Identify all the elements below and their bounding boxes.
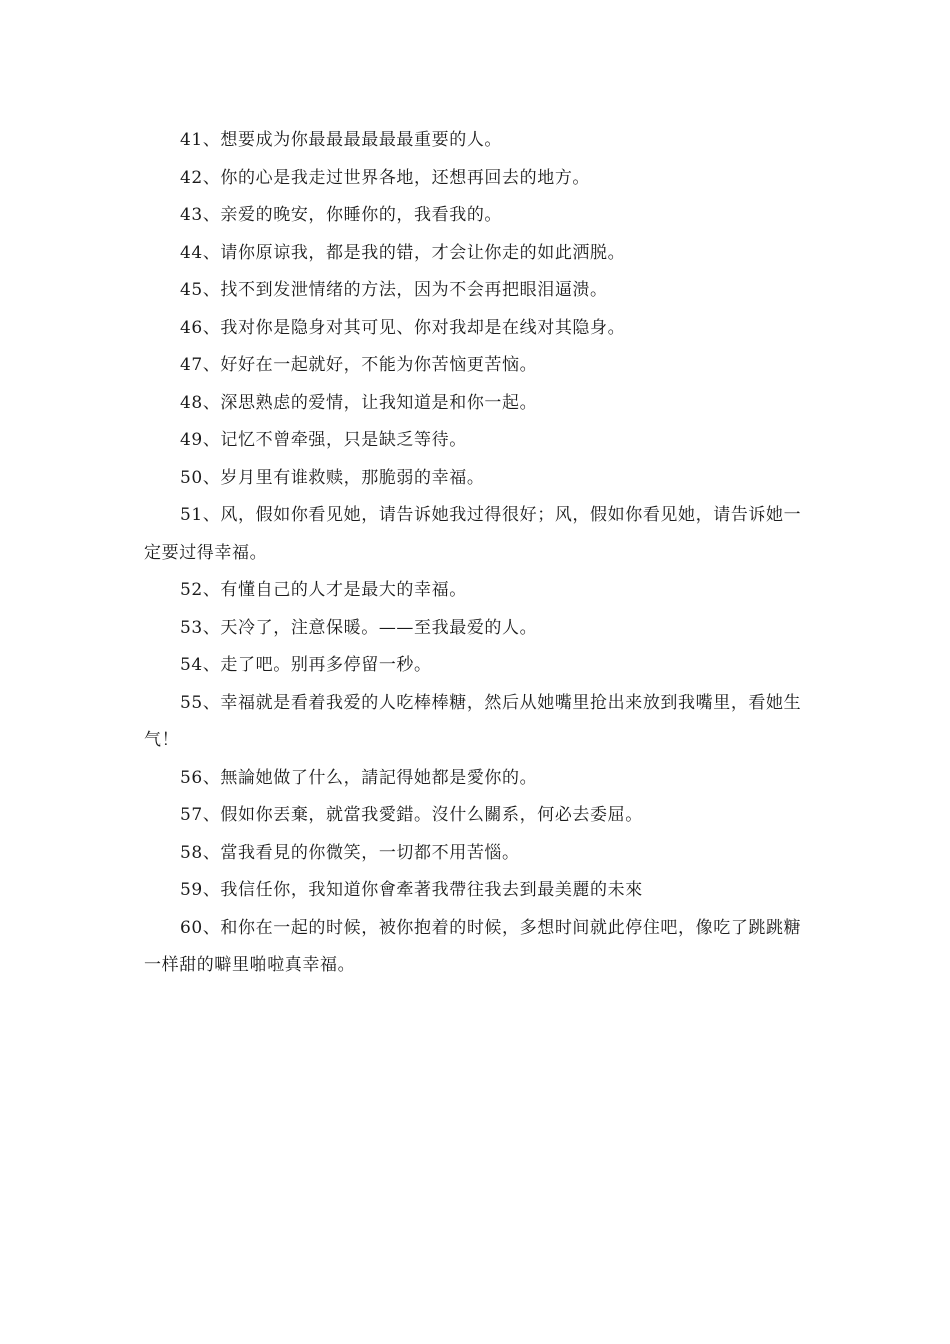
list-item: 42、你的心是我走过世界各地，还想再回去的地方。: [180, 167, 591, 188]
list-item: 57、假如你丟棄，就當我愛錯。沒什么關系，何必去委屈。: [180, 805, 643, 825]
document-body: [144, 122, 804, 985]
list-item: 52、有懂自己的人才是最大的幸福。: [180, 580, 467, 600]
list-item: 49、记忆不曾牵强，只是缺乏等待。: [180, 430, 467, 450]
list-item: 50、岁月里有谁救赎，那脆弱的幸福。: [180, 467, 485, 488]
list-item: 54、走了吧。别再多停留一秒。: [180, 655, 432, 675]
list-item: 59、我信任你，我知道你會牽著我帶往我去到最美麗的未來: [180, 880, 643, 900]
list-item: 56、無論她做了什么，請記得她都是愛你的。: [180, 767, 538, 788]
list-item: 44、请你原谅我，都是我的错，才会让你走的如此洒脱。: [180, 242, 626, 263]
list-item: 53、天冷了，注意保暖。——至我最爱的人。: [180, 617, 538, 638]
list-item: 48、深思熟虑的爱情，让我知道是和你一起。: [180, 392, 538, 413]
list-item: 41、想要成为你最最最最最最重要的人。: [180, 130, 503, 150]
list-item: 60、和你在一起的时候，被你抱着的时候，多想时间就此停住吧，像吃了跳跳糖一样甜的噼里啪啦真幸福。: [144, 917, 802, 975]
list-item: 47、好好在一起就好，不能为你苦恼更苦恼。: [180, 355, 538, 375]
list-item: 45、找不到发泄情绪的方法，因为不会再把眼泪逼溃。: [180, 280, 608, 300]
list-item: 58、當我看見的你微笑，一切都不用苦惱。: [180, 842, 520, 863]
list-item: 51、风，假如你看见她，请告诉她我过得很好；风，假如你看见她，请告诉她一定要过得幸福。: [144, 505, 802, 563]
list-item: 43、亲爱的晚安，你睡你的，我看我的。: [180, 205, 503, 225]
list-item: 55、幸福就是看着我爱的人吃棒棒糖，然后从她嘴里抢出来放到我嘴里，看她生气！: [144, 692, 802, 750]
list-item: 46、我对你是隐身对其可见、你对我却是在线对其隐身。: [180, 317, 626, 338]
